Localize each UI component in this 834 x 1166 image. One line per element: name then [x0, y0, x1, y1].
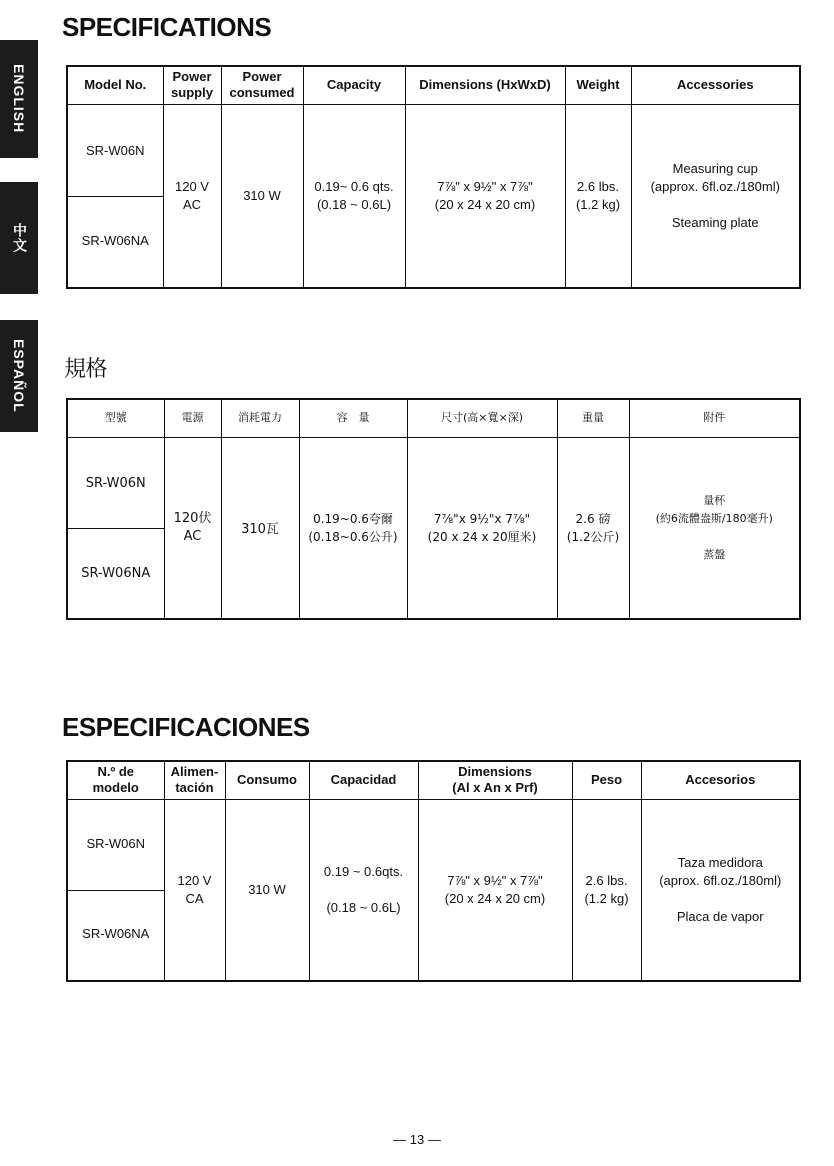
header-model: N.º de modelo: [67, 761, 164, 799]
chinese-header-row: [67, 399, 800, 437]
header-weight: Weight: [565, 66, 631, 104]
model-a: SR-W06N: [85, 475, 146, 491]
capacity-cell: 0.19~ 0.6 qts. (0.18 ~ 0.6L): [303, 104, 405, 288]
weight-cell: 2.6 lbs. (1.2 kg): [565, 104, 631, 288]
model-divider: [68, 890, 164, 891]
header-weight: 重量: [557, 399, 629, 437]
model-b: SR-W06NA: [81, 565, 151, 581]
header-capacity: Capacity: [303, 66, 405, 104]
header-power-consumed: Consumo: [225, 761, 309, 799]
header-power-supply: 電源: [164, 399, 221, 437]
header-dimensions: Dimensions (Al x An x Prf): [418, 761, 572, 799]
power-consumed-cell: 310瓦: [221, 437, 299, 619]
model-a: SR-W06N: [86, 835, 145, 851]
header-accessories: 附件: [629, 399, 800, 437]
power-supply-cell: 120 V AC: [163, 104, 221, 288]
model-divider: [68, 528, 164, 529]
header-dimensions: Dimensions (HxWxD): [405, 66, 565, 104]
header-capacity: Capacidad: [309, 761, 418, 799]
power-supply-cell: 120伏 AC: [164, 437, 221, 619]
power-consumed-cell: 310 W: [225, 799, 309, 981]
model-b: SR-W06NA: [81, 232, 149, 248]
header-capacity: 容 量: [299, 399, 407, 437]
accessories-cell: Measuring cup (approx. 6fl.oz./180ml) Steaming plate: [631, 104, 800, 288]
tab-chinese-label: 中文: [11, 223, 27, 253]
tab-english-label: ENGLISH: [11, 64, 27, 134]
spanish-header-row: [67, 761, 800, 799]
english-data-row: [67, 104, 800, 288]
spanish-spec-table: [66, 760, 801, 982]
chinese-spec-table: [66, 398, 801, 620]
english-header-row: [67, 66, 800, 104]
power-consumed-cell: 310 W: [221, 104, 303, 288]
spanish-heading: ESPECIFICACIONES: [62, 712, 310, 742]
model-divider: [68, 196, 163, 197]
header-accessories: Accesorios: [641, 761, 800, 799]
tab-spanish-label: ESPAÑOL: [11, 339, 27, 413]
header-accessories: Accessories: [631, 66, 800, 104]
header-dimensions: 尺寸(高×寬×深): [407, 399, 557, 437]
header-model: 型號: [67, 399, 164, 437]
model-cell: [67, 437, 164, 619]
chinese-data-row: [67, 437, 800, 619]
accessories-cell: Taza medidora (aprox. 6fl.oz./180ml) Placa de vapor: [641, 799, 800, 981]
header-power-consumed: Power consumed: [221, 66, 303, 104]
header-power-supply: Power supply: [163, 66, 221, 104]
chinese-heading: 規格: [64, 357, 108, 382]
model-cell: [67, 799, 164, 981]
power-supply-cell: 120 V CA: [164, 799, 225, 981]
dimensions-cell: 7⅞"x 9½"x 7⅞" (20 x 24 x 20厘米): [407, 437, 557, 619]
model-a: SR-W06N: [85, 142, 145, 158]
english-heading: SPECIFICATIONS: [62, 12, 272, 42]
page-number: — 13 —: [393, 1132, 441, 1147]
model-b: SR-W06NA: [82, 925, 150, 941]
header-weight: Peso: [572, 761, 641, 799]
dimensions-cell: 7⅞" x 9½" x 7⅞" (20 x 24 x 20 cm): [405, 104, 565, 288]
tab-english: [0, 40, 38, 158]
capacity-cell: 0.19 ~ 0.6qts. (0.18 ~ 0.6L): [309, 799, 418, 981]
header-model: Model No.: [67, 66, 163, 104]
tab-spanish: [0, 320, 38, 432]
spanish-data-row: [67, 799, 800, 981]
weight-cell: 2.6 lbs. (1.2 kg): [572, 799, 641, 981]
dimensions-cell: 7⅞" x 9½" x 7⅞" (20 x 24 x 20 cm): [418, 799, 572, 981]
english-spec-table: [66, 65, 801, 289]
header-power-supply: Alimen- tación: [164, 761, 225, 799]
weight-cell: 2.6 磅 (1.2公斤): [557, 437, 629, 619]
model-cell: [67, 104, 163, 288]
accessories-cell: 量杯 (約6流體盎斯/180毫升) 蒸盤: [629, 437, 800, 619]
capacity-cell: 0.19~0.6夸爾 (0.18~0.6公升): [299, 437, 407, 619]
tab-chinese: [0, 182, 38, 294]
header-power-consumed: 消耗電力: [221, 399, 299, 437]
